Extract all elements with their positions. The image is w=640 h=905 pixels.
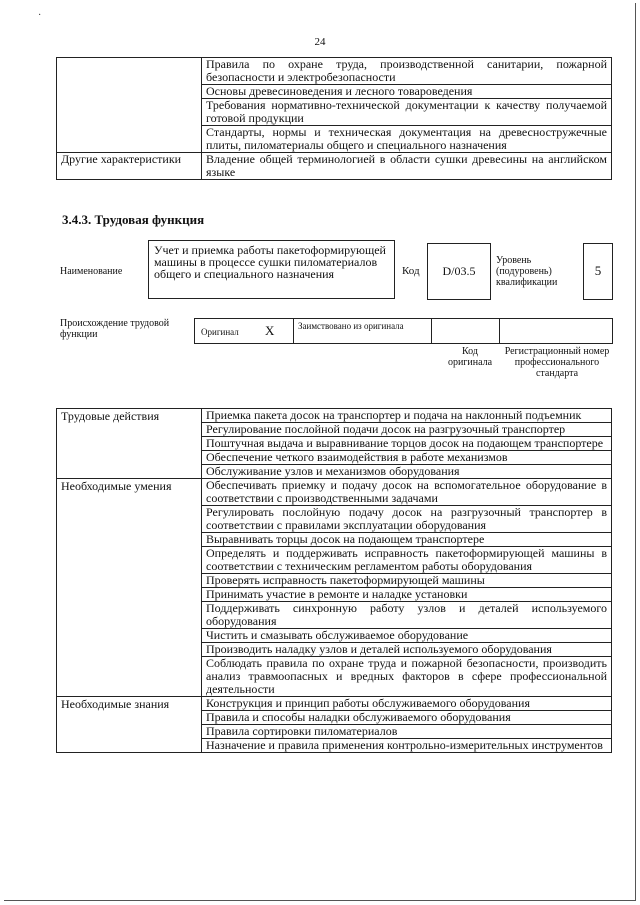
- section-heading: Необходимые умения: [57, 479, 202, 697]
- table-row: [57, 409, 612, 423]
- origin-label: Происхождение трудовой функции: [60, 318, 170, 340]
- requirement-item: Стандарты, нормы и техническая документация на древесностружечные плиты, пиломатериалы общего и специального назначения: [202, 126, 612, 153]
- section-item: Правила и способы наладки обслуживаемого оборудования: [202, 711, 612, 725]
- section-item: Обслуживание узлов и механизмов оборудования: [202, 465, 612, 479]
- name-label: Наименование: [60, 266, 123, 277]
- reg-number-cell: [499, 318, 613, 344]
- section-item: Конструкция и принцип работы обслуживаемого оборудования: [202, 697, 612, 711]
- section-title: 3.4.3. Трудовая функция: [62, 212, 205, 227]
- origin-code-cell: [431, 318, 500, 344]
- level-label: Уровень (подуровень) квалификации: [496, 255, 558, 288]
- requirement-item: Владение общей терминологией в области сушки древесины на английском языке: [202, 153, 612, 180]
- level-box: [583, 243, 613, 300]
- section-item: Приемка пакета досок на транспортер и подача на наклонный подъемник: [202, 409, 612, 423]
- requirement-item: Основы древесиноведения и лесного товароведения: [202, 85, 612, 99]
- section-item: Обеспечивать приемку и подачу досок на вспомогательное оборудование в соответствии с производственными задачами: [202, 479, 612, 506]
- section-item: Проверять исправность пакетоформирующей машины: [202, 574, 612, 588]
- scan-mark: ·: [38, 10, 42, 21]
- code-label: Код: [402, 265, 420, 277]
- section-item: Соблюдать правила по охране труда и пожарной безопасности, производить анализ травмоопасных и вредных факторов в сфере профессиональной деятельности: [202, 657, 612, 697]
- reg-number-caption: Регистрационный номер профессионального стандарта: [504, 346, 610, 379]
- original-mark: X: [265, 323, 275, 338]
- borrowed-label: Заимствовано из оригинала: [298, 321, 404, 331]
- original-label: Оригинал: [201, 327, 239, 337]
- table-row: [57, 479, 612, 506]
- section-item: Регулировать послойную подачу досок на разгрузочный транспортер в соответствии с правилами эксплуатации оборудования: [202, 506, 612, 533]
- section-item: Выравнивать торцы досок на подающем транспортере: [202, 533, 612, 547]
- function-name-box: [148, 240, 395, 299]
- section-heading: Необходимые знания: [57, 697, 202, 753]
- section-item: Поддерживать синхронную работу узлов и деталей используемого оборудования: [202, 602, 612, 629]
- labor-function-table: [56, 408, 612, 753]
- section-item: Обеспечение четкого взаимодействия в работе механизмов: [202, 451, 612, 465]
- section-item: Производить наладку узлов и деталей используемого оборудования: [202, 643, 612, 657]
- origin-code-caption: Код оригинала: [447, 346, 493, 368]
- section-item: Принимать участие в ремонте и наладке установки: [202, 588, 612, 602]
- section-item: Поштучная выдача и выравнивание торцов досок на подающем транспортере: [202, 437, 612, 451]
- requirements-table-continued: [56, 57, 612, 180]
- section-item: Определять и поддерживать исправность пакетоформирующей машины в соответствии с техническим регламентом работы оборудования: [202, 547, 612, 574]
- section-item: Назначение и правила применения контрольно-измерительных инструментов: [202, 739, 612, 753]
- page-number: 24: [314, 36, 326, 48]
- requirement-item: Требования нормативно-технической документации к качеству получаемой готовой продукции: [202, 99, 612, 126]
- table-row: [57, 697, 612, 711]
- section-item: Регулирование послойной подачи досок на разгрузочный транспортер: [202, 423, 612, 437]
- table-row: [57, 153, 612, 180]
- row-category: Другие характеристики: [57, 153, 202, 180]
- original-cell: [194, 318, 294, 344]
- section-item: Правила сортировки пиломатериалов: [202, 725, 612, 739]
- code-box: [427, 243, 491, 300]
- code-value: D/03.5: [442, 264, 476, 278]
- table-row: [57, 58, 612, 85]
- section-heading: Трудовые действия: [57, 409, 202, 479]
- function-name-value: Учет и приемка работы пакетоформирующей машины в процессе сушки пиломатериалов общего и специального назначения: [154, 243, 386, 281]
- level-value: 5: [594, 263, 602, 278]
- borrowed-cell: [293, 318, 432, 344]
- requirement-item: Правила по охране труда, производственной санитарии, пожарной безопасности и электробезопасности: [202, 58, 612, 85]
- section-item: Чистить и смазывать обслуживаемое оборудование: [202, 629, 612, 643]
- row-category: [57, 58, 202, 153]
